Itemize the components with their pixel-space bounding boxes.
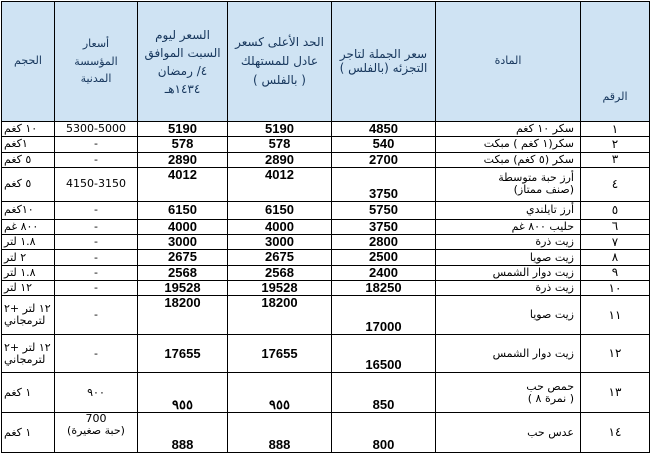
row-wholesale: 3750 [332, 167, 436, 201]
row-wholesale: 4850 [332, 122, 436, 137]
row-civil-price: - [55, 296, 138, 335]
row-idx: ٥ [581, 201, 650, 219]
table-row [2, 235, 650, 250]
row-volume: ١كغم [2, 137, 55, 152]
table-row [2, 373, 650, 413]
row-volume: ٥ كغم [2, 167, 55, 201]
table-row [2, 281, 650, 296]
row-item: زيت ذرة [436, 235, 581, 250]
row-wholesale: 2800 [332, 235, 436, 250]
table-row [2, 413, 650, 453]
row-volume: ١٢ لتر [2, 281, 55, 296]
row-volume: ١ كغم [2, 413, 55, 453]
table-row [2, 265, 650, 280]
row-max-price: 17655 [228, 335, 332, 373]
row-civil-price: - [55, 250, 138, 265]
row-civil-price: - [55, 219, 138, 234]
row-idx: ١٤ [581, 413, 650, 453]
row-idx: ١١ [581, 296, 650, 335]
table-row [2, 167, 650, 201]
row-max-price: 4000 [228, 219, 332, 234]
row-volume: ١ كغم [2, 373, 55, 413]
row-idx: ١ [581, 122, 650, 137]
row-wholesale: 540 [332, 137, 436, 152]
header-wholesale: سعر الجملة لتاجر التجزئه (بالفلس ) [332, 2, 436, 122]
row-item: زيت دوار الشمس [436, 265, 581, 280]
row-max-price: 5190 [228, 122, 332, 137]
row-idx: ١٢ [581, 335, 650, 373]
row-saturday-price: ٩٥٥ [138, 373, 228, 413]
header-idx: الرقم [581, 2, 650, 122]
row-idx: ٢ [581, 137, 650, 152]
row-saturday-price: 18200 [138, 296, 228, 335]
row-volume: ١٢ لتر +٢ لترمجاني [2, 296, 55, 335]
row-item: أرز حبة متوسطة (صنف ممتاز) [436, 167, 581, 201]
header-civil-price: أسعار المؤسسة المدنية [55, 2, 138, 122]
row-civil-price: - [55, 265, 138, 280]
row-volume: ١٢ لتر +٢ لترمجاني [2, 335, 55, 373]
row-max-price: 2568 [228, 265, 332, 280]
header-saturday-price: السعر ليوم السبت الموافق ٤/ رمضان ١٤٣٤هـ [138, 2, 228, 122]
row-max-price: 4012 [228, 167, 332, 201]
row-civil-price: - [55, 137, 138, 152]
row-saturday-price: 19528 [138, 281, 228, 296]
row-max-price: 888 [228, 413, 332, 453]
row-wholesale: 800 [332, 413, 436, 453]
row-volume: ٨٠٠ غم [2, 219, 55, 234]
row-item: سكر(١ كغم ) مبكت [436, 137, 581, 152]
header-row [2, 2, 650, 122]
table-row [2, 250, 650, 265]
row-max-price: 2675 [228, 250, 332, 265]
row-wholesale: 2400 [332, 265, 436, 280]
row-wholesale: 5750 [332, 201, 436, 219]
row-volume: ١.٨ لتر [2, 265, 55, 280]
row-civil-price: - [55, 281, 138, 296]
table-row [2, 219, 650, 234]
row-saturday-price: 3000 [138, 235, 228, 250]
row-saturday-price: 4012 [138, 167, 228, 201]
row-wholesale: 18250 [332, 281, 436, 296]
row-item: حليب ٨٠٠ غم [436, 219, 581, 234]
row-max-price: 578 [228, 137, 332, 152]
row-volume: ١٠كغم [2, 201, 55, 219]
row-item: أرز تايلندي [436, 201, 581, 219]
row-max-price: 2890 [228, 152, 332, 167]
table-row [2, 122, 650, 137]
row-idx: ٤ [581, 167, 650, 201]
header-max-price: الحد الأعلى كسعر عادل للمستهلك ( بالفلس ) [228, 2, 332, 122]
row-idx: ١٣ [581, 373, 650, 413]
row-civil-price: 700 (حبة صغيرة) [55, 413, 138, 453]
row-item: زيت صويا [436, 296, 581, 335]
row-volume: ١.٨ لتر [2, 235, 55, 250]
row-civil-price: - [55, 201, 138, 219]
table-row [2, 296, 650, 335]
row-item: زيت ذرة [436, 281, 581, 296]
row-item: سكر (٥ كغم) مبكت [436, 152, 581, 167]
row-idx: ٣ [581, 152, 650, 167]
row-civil-price: - [55, 152, 138, 167]
row-volume: ١٠ كغم [2, 122, 55, 137]
header-volume: الحجم [2, 2, 55, 122]
row-idx: ١٠ [581, 281, 650, 296]
row-civil-price: 4150-3150 [55, 167, 138, 201]
row-idx: ٨ [581, 250, 650, 265]
row-wholesale: 16500 [332, 335, 436, 373]
row-max-price: 18200 [228, 296, 332, 335]
row-volume: ٥ كغم [2, 152, 55, 167]
header-item: المادة [436, 2, 581, 122]
row-wholesale: 17000 [332, 296, 436, 335]
row-max-price: ٩٥٥ [228, 373, 332, 413]
table-row [2, 152, 650, 167]
row-max-price: 6150 [228, 201, 332, 219]
row-civil-price: 5300-5000 [55, 122, 138, 137]
row-wholesale: 3750 [332, 219, 436, 234]
table-row [2, 335, 650, 373]
row-wholesale: 2700 [332, 152, 436, 167]
row-saturday-price: 2890 [138, 152, 228, 167]
row-saturday-price: 4000 [138, 219, 228, 234]
row-saturday-price: 2675 [138, 250, 228, 265]
row-civil-price: - [55, 335, 138, 373]
row-max-price: 3000 [228, 235, 332, 250]
row-civil-price: ٩٠٠ [55, 373, 138, 413]
row-item: زيت صويا [436, 250, 581, 265]
price-table [1, 1, 650, 453]
row-volume: ٢ لتر [2, 250, 55, 265]
row-max-price: 19528 [228, 281, 332, 296]
row-idx: ٦ [581, 219, 650, 234]
row-item: عدس حب [436, 413, 581, 453]
row-item: سكر ١٠ كغم [436, 122, 581, 137]
row-idx: ٧ [581, 235, 650, 250]
row-saturday-price: 6150 [138, 201, 228, 219]
row-saturday-price: 17655 [138, 335, 228, 373]
row-saturday-price: 5190 [138, 122, 228, 137]
row-item: حمص حب ( نمرة ٨ ) [436, 373, 581, 413]
row-civil-price: - [55, 235, 138, 250]
row-wholesale: 850 [332, 373, 436, 413]
row-saturday-price: 578 [138, 137, 228, 152]
table-row [2, 137, 650, 152]
row-saturday-price: 888 [138, 413, 228, 453]
row-saturday-price: 2568 [138, 265, 228, 280]
table-row [2, 201, 650, 219]
row-idx: ٩ [581, 265, 650, 280]
row-wholesale: 2500 [332, 250, 436, 265]
row-item: زيت دوار الشمس [436, 335, 581, 373]
